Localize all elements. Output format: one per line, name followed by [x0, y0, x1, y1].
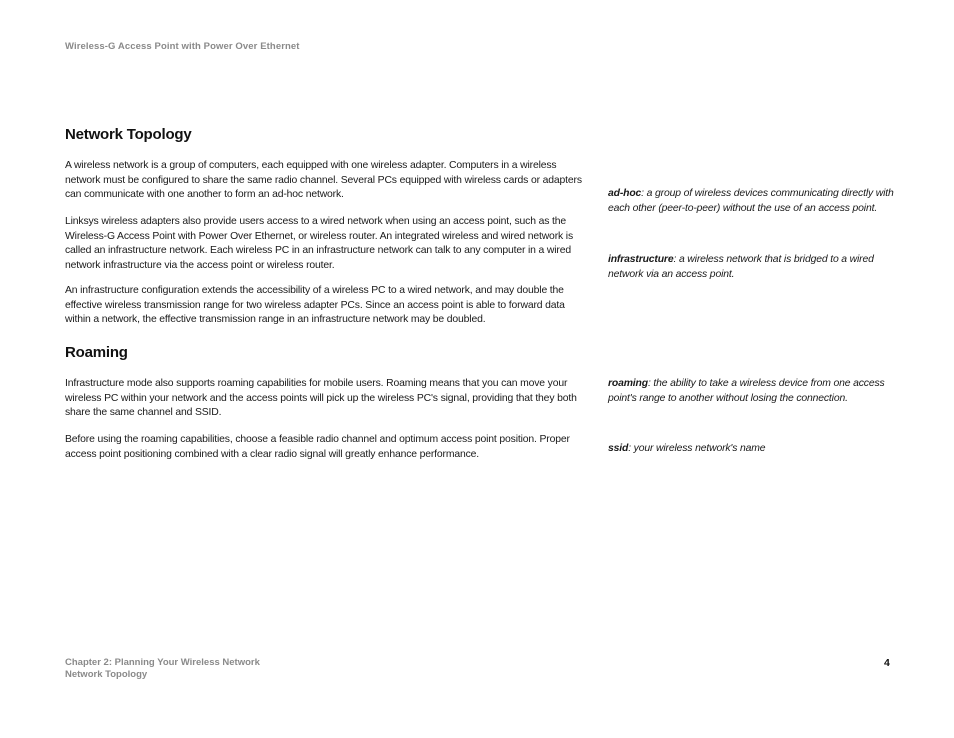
paragraph-infrastructure-network: Linksys wireless adapters also provide users access to a wired network when using an access point, such as the Wireless-G Access Point with Power Over Ethernet, or wireless router. An integrated wireless and wired network is called an infrastructure network. Each wireless PC in an infrastructure network can talk to any computer in a wired network infrastructure via the access point or wireless router.	[65, 216, 573, 271]
glossary-entry-ad-hoc	[608, 187, 898, 216]
paragraph-roaming-positioning: Before using the roaming capabilities, choose a feasible radio channel and optimum access point position. Proper access point positioning combined with a clear radio signal will greatly enhance performance.	[65, 434, 570, 460]
section-title-network-topology: Network Topology	[65, 126, 192, 143]
paragraph-roaming-mode: Infrastructure mode also supports roaming capabilities for mobile users. Roaming means that you can move your wireless PC within your network and the access points will pick up the wireless PC's signal, providing that they both share the same channel and SSID.	[65, 378, 577, 418]
glossary-term: ssid	[608, 443, 629, 454]
glossary-entry-roaming	[608, 377, 898, 406]
paragraph-wireless-network: A wireless network is a group of computers, each equipped with one wireless adapter. Computers in a wireless network must be configured to share the same radio channel. Several PCs equipped with wireless cards or adapters can communicate with one another to form an ad-hoc network.	[65, 160, 582, 200]
glossary-definition: : your wireless network's name	[628, 443, 766, 454]
glossary-definition: : the ability to take a wireless device from one access point's range to another without losing the connection.	[608, 378, 885, 404]
footer-section: Network Topology	[65, 669, 148, 680]
footer-chapter: Chapter 2: Planning Your Wireless Network	[65, 657, 260, 668]
page-number: 4	[884, 657, 890, 669]
glossary-term: infrastructure	[608, 254, 674, 265]
glossary-entry-infrastructure	[608, 253, 898, 282]
glossary-entry-ssid	[608, 442, 898, 457]
glossary-definition: : a group of wireless devices communicating directly with each other (peer-to-peer) without the use of an access point.	[608, 188, 894, 214]
section-title-roaming: Roaming	[65, 344, 128, 361]
glossary-term: ad-hoc	[608, 188, 642, 199]
running-header: Wireless-G Access Point with Power Over Ethernet	[65, 41, 300, 52]
paragraph-infrastructure-configuration: An infrastructure configuration extends the accessibility of a wireless PC to a wired network, and may double the effective wireless transmission range for two wireless adapter PCs. Since an access point is able to forward data within a network, the effective transmission range in an infrastructure network may be doubled.	[65, 285, 565, 325]
glossary-term: roaming	[608, 378, 648, 389]
running-footer	[65, 657, 260, 681]
glossary-definition: : a wireless network that is bridged to a wired network via an access point.	[608, 254, 874, 280]
